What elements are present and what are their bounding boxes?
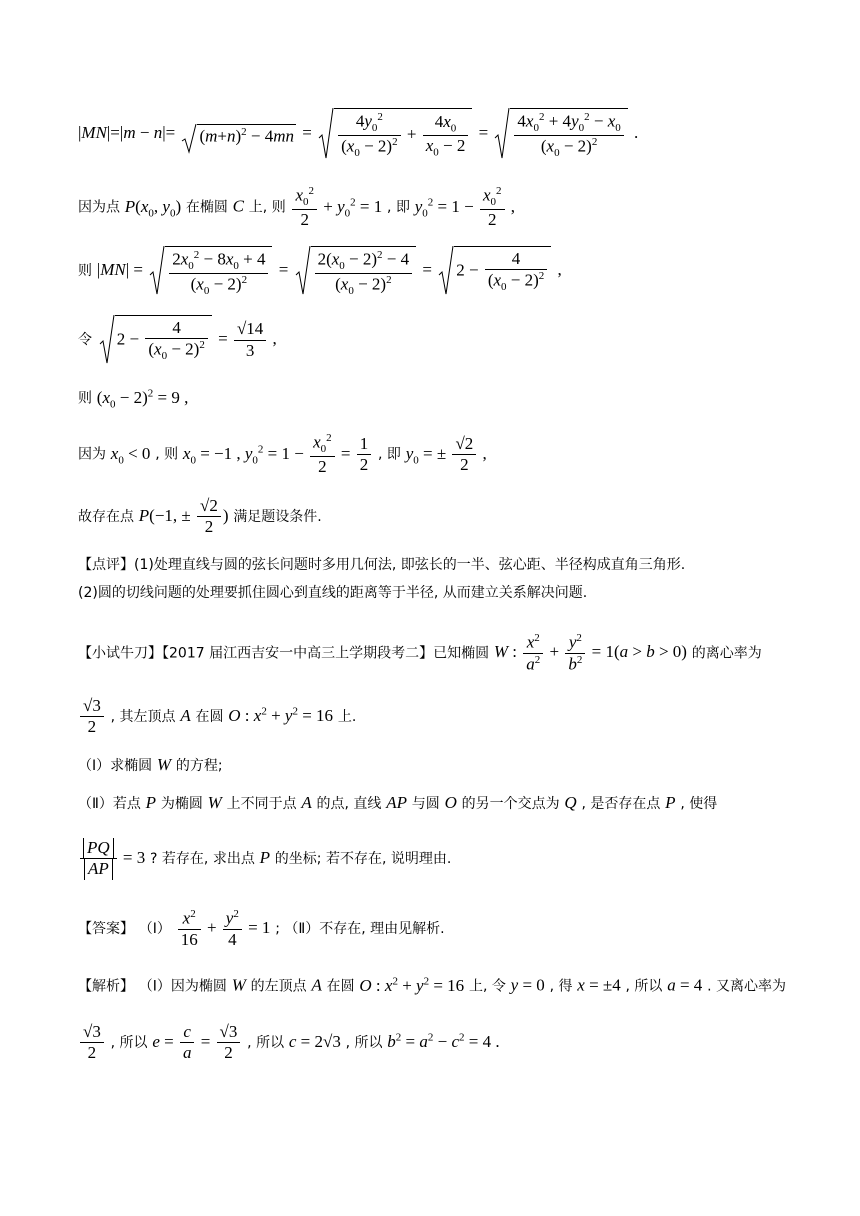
problem-line2: $\frac{√3}{2}$ , 其左顶点 A 在圆 O : $x^2 + y^2 = 16$ 上. (78, 696, 800, 738)
analysis-line2: $\frac{√3}{2}$ , 所以 e = $\frac{c}{a}$ = $\frac{√3}{2}$ , 所以 c = 2√3 , 所以 $b^2 = a^2 - c^2 = 4$ . (78, 1022, 800, 1064)
analysis-c: 在圆 (326, 978, 355, 995)
analysis-e: , 得 (549, 978, 573, 995)
part2-b: 为椭圆 (160, 796, 203, 812)
problem-line2-tail: 在圆 (195, 708, 224, 725)
analysis-line2-a: , 所以 (110, 1034, 148, 1051)
text-ze: 则 (78, 262, 92, 279)
dianping-1: 【点评】(1)处理直线与圆的弦长问题时多用几何法, 即弦长的一半、弦心距、半径构成直角三角形. (78, 557, 686, 573)
part2-line2-text: ? 若存在, 求出点 (150, 850, 255, 867)
analysis-line2-b: , 所以 (247, 1034, 285, 1051)
ling-line: 令 2 − $\frac{4}{(x_0 - 2)^2}$ = $\frac{√14}{3}$ , (78, 315, 800, 365)
gucunzai-line: 故存在点 P(−1, ± $\frac{√2}{2}$ ) 满足题设条件. (78, 496, 322, 537)
part2-e: 与圆 (411, 796, 440, 812)
text-ze2: 则 (78, 390, 92, 407)
text-yinweidian: 因为点 (78, 199, 120, 216)
part2-c: 上不同于点 (226, 796, 297, 812)
analysis-d: 上, 令 (468, 978, 506, 995)
answer-line: 【答案】 （Ⅰ） $\frac{x^2}{16}$ + $\frac{y^2}{4}$ = 1 ; （Ⅱ）不存在, 理由见解析. (78, 908, 445, 950)
text-ze3: , 则 (155, 446, 179, 463)
part2-h: , 使得 (680, 796, 718, 812)
part-2: （Ⅱ）若点 P 为椭圆 W 上不同于点 A 的点, 直线 AP 与圆 O 的另一个交点为 Q , 是否存在点 P , 使得 (78, 793, 718, 812)
point-on-ellipse-line: 因为点 $P(x_0$, $y_0$) 在椭圆 C 上, 则 $\frac{x_0^2}{2}$ + $y_0^2 = 1$ , 即 $y_0^2 = 1$ − $\frac{x_0^2}{2}$ , (78, 185, 516, 230)
part2-d: 的点, 直线 (316, 796, 382, 812)
analysis-line2-c: , 所以 (345, 1034, 383, 1051)
part1-text: （Ⅰ）求椭圆 (78, 758, 153, 774)
analysis-a: （Ⅰ）因为椭圆 (138, 978, 227, 995)
yinwei-line: 因为 $x_0 < 0$ , 则 $x_0 = -1$ , $y_0^2 = 1$ − $\frac{x_0^2}{2}$ = $\frac{1}{2}$ , 即 $y_0$ = ± $\frac{√2}{2}$ , (78, 432, 487, 477)
text-ji2: , 即 (378, 446, 401, 463)
analysis-line1: 【解析】 （Ⅰ）因为椭圆 W 的左顶点 A 在圆 O : $x^2 + y^2 = 16$ 上, 令 y = 0 , 得 x = ±4 , 所以 a = 4 . 又离心率为 (78, 975, 786, 995)
part-2-line2: $\frac{PQ}{AP}$ = 3 ? 若存在, 求出点 P 的坐标; 若不存在, 说明理由. (78, 838, 800, 880)
part2-g: , 是否存在点 (581, 796, 661, 812)
text-ling: 令 (78, 331, 92, 348)
part1-tail: 的方程; (175, 758, 223, 774)
then-mn-line: 则 |MN| = $\frac{2x_0^2 - 8x_0 + 4}{(x_0 - 2)^2}$ = $\frac{2(x_0 - 2)^2 - 4}{(x_0 - 2)^2}$ = 2 − $\frac{4}{(x_0 - 2)^2}$ , (78, 246, 800, 296)
text-manzu: 满足题设条件. (233, 508, 322, 525)
text-shangze: 上, 则 (248, 199, 286, 216)
answer-part1: （Ⅰ） (138, 921, 171, 938)
analysis-b: 的左顶点 (250, 978, 307, 995)
dianping-2: (2)圆的切线问题的处理要抓住圆心到直线的距离等于半径, 从而建立关系解决问题. (78, 585, 588, 601)
analysis-f: , 所以 (625, 978, 663, 995)
problem-head-text: 【小试牛刀】【2017 届江西吉安一中高三上学期段考二】已知椭圆 (78, 645, 490, 662)
problem-line2-end: 上. (337, 708, 357, 725)
problem-line2-mid: , 其左顶点 (110, 708, 176, 725)
answer-label: 【答案】 (78, 921, 134, 938)
part2-f: 的另一个交点为 (461, 796, 560, 812)
text-zaituoyuan: 在椭圆 (185, 199, 228, 216)
part2-a: （Ⅱ）若点 (78, 796, 141, 812)
mn-length-formula: |MN|=|m − n|= $(m+n)^2 - 4mn$ = $\frac{4y_0^2}{(x_0 - 2)^2}$ + $\frac{4x_0}{x_0 - 2}$ = $\frac{4x_0^2 + 4y_0^2 - x_0}{(x_0 - 2)^2}$ . (78, 108, 800, 160)
text-yinwei: 因为 (78, 446, 106, 463)
problem-head: 【小试牛刀】【2017 届江西吉安一中高三上学期段考二】已知椭圆 W : $\frac{x^2}{a^2}$ + $\frac{y^2}{b^2}$ = 1(a > b > 0) 的离心率为 (78, 632, 762, 674)
part-1: （Ⅰ）求椭圆 W 的方程; (78, 755, 223, 774)
text-ji: , 即 (387, 199, 410, 216)
analysis-label: 【解析】 (78, 978, 134, 995)
text-gucunzai: 故存在点 (78, 508, 134, 525)
part2-line2-tail: 的坐标; 若不存在, 说明理由. (274, 850, 452, 867)
problem-head-tail: 的离心率为 (691, 645, 762, 662)
answer-part2: ; （Ⅱ）不存在, 理由见解析. (275, 921, 445, 938)
ze-line: 则 $(x_0 - 2)^2 = 9$ , (78, 387, 189, 411)
analysis-g: . 又离心率为 (707, 978, 786, 995)
